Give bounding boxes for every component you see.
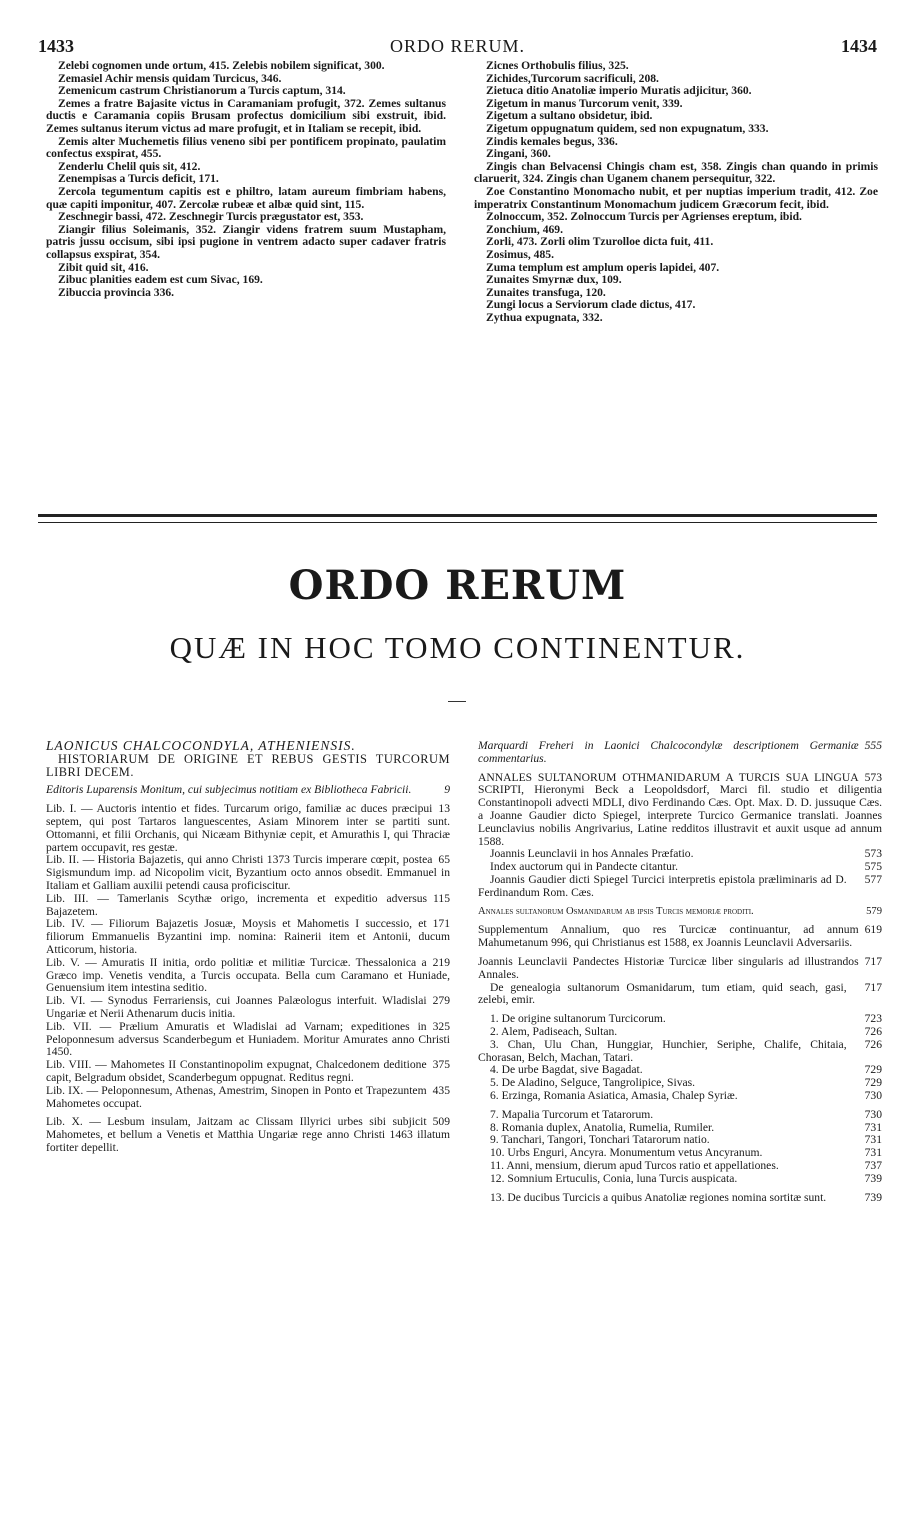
index-entry: Zythua expugnata, 332. [486, 310, 603, 324]
index-entry: Zuma templum est amplum operis lapidei, 407. [486, 260, 720, 274]
toc-entry [46, 753, 450, 779]
toc-page-number: 729 [864, 1063, 882, 1077]
toc-entry-text: ANNALES SULTANORUM OTHMANIDARUM A TURCIS SUA LINGUA SCRIPTI, Hieronymi Beck a Leopoldsdorf, Marci fil. studio et diligentia Constantinopoli advecti MDLI, divo Ferdinando Cæs. Opt. Max. D. D. jussuque Cæs. a Joanne Gaudier dicto Spiegel, interprete Turcico Germanice translati. Joannes Leunclavius nobilis Angrivarius, Latine redditos illustravit et auxit usque ad annum 1588. [478, 770, 882, 848]
running-title: ORDO RERUM. [389, 36, 525, 56]
toc-entry-text: 7. Mapalia Turcorum et Tatarorum. [490, 1107, 654, 1121]
toc-entry-text: Lib. VII. — Prælium Amuratis et Wladislai ad Varnam; expeditiones in Peloponnesum adversus Scanderbegum et Huniadem. Moritur Amurates anno Christi 1450. [46, 1019, 450, 1059]
toc-entry [46, 893, 450, 919]
index-entry: Zenempisas a Turcis deficit, 171. [58, 172, 219, 186]
toc-entry-text: HISTORIARUM DE ORIGINE ET REBUS GESTIS TURCORUM LIBRI DECEM. [46, 751, 450, 779]
toc-page-number: 731 [864, 1146, 882, 1160]
toc-entry [46, 854, 450, 892]
index-entry: Zosimus, 485. [486, 247, 554, 261]
toc-entry-text: 10. Urbs Enguri, Ancyra. Monumentum vetus Ancyranum. [490, 1146, 763, 1160]
toc-entry [478, 1173, 882, 1186]
toc-entry [478, 740, 882, 766]
toc-entry [46, 1059, 450, 1085]
index-entry: Ziangir filius Soleimanis, 352. Ziangir videns fratrem suum Mustapham, patris jussu occisum, sibi ipsi pugione in ventrem adacto super cadaver fratris collapsus exspirat, 354. [46, 222, 446, 261]
index-entry: Zingani, 360. [486, 147, 551, 161]
index-entry: Zunaites Smyrnæ dux, 109. [486, 273, 622, 287]
toc-entry [478, 924, 882, 950]
toc-entry-text: 3. Chan, Ulu Chan, Hunggiar, Hunchier, Seriphe, Chalife, Chitaia, Chorasan, Belch, Machan, Tatari. [478, 1037, 847, 1064]
toc-page-number: 739 [864, 1190, 882, 1204]
toc-entry [478, 874, 882, 900]
toc-entry-text: Lib. IX. — Peloponnesum, Athenas, Amestrim, Sinopen in Ponto et Trapezuntem Mahometes occupat. [46, 1083, 427, 1110]
toc-entry-text: Lib. VI. — Synodus Ferrariensis, cui Joannes Palæologus interfuit. Wladislai Ungariæ et Nerii Athenarum ducis initia. [46, 994, 427, 1020]
toc-page-number: 573 [864, 847, 882, 861]
toc-page-number: 723 [864, 1012, 882, 1026]
toc-column-left [46, 740, 450, 1155]
toc-page-number: 575 [864, 860, 882, 874]
toc-entry-text: Marquardi Freheri in Laonici Chalcocondylæ descriptionem Germaniæ commentarius. [478, 739, 859, 765]
toc-page-number: 279 [432, 994, 450, 1008]
toc-page-number: 717 [864, 954, 882, 968]
toc-entry-text: Lib. II. — Historia Bajazetis, qui anno Christi 1373 Turcis imperare cœpit, postea Sigismundum imp. ad Nicopolim vicit, Byzantium octo annos obsedit. Emmanuel in Italiam et Galliam auxilii petendi causa proficiscitur. [46, 853, 450, 892]
toc-entry-text: 1. De origine sultanorum Turcicorum. [490, 1012, 666, 1026]
index-entry: Zindis kemales begus, 336. [486, 134, 618, 148]
toc-page-number: 731 [864, 1120, 882, 1134]
index-entry: Zemasiel Achir mensis quidam Turcicus, 346. [58, 71, 282, 85]
index-entry: Zolnoccum, 352. Zolnoccum Turcis per Agrienses ereptum, ibid. [486, 210, 802, 224]
toc-entry-text: Index auctorum qui in Pandecte citantur. [490, 860, 679, 874]
index-entry: Zigetum a sultano obsidetur, ibid. [486, 109, 653, 123]
toc-entry-text: 2. Alem, Padiseach, Sultan. [490, 1024, 618, 1038]
toc-page-number: 325 [432, 1019, 450, 1033]
index-column-left [46, 60, 446, 299]
toc-entry [46, 918, 450, 956]
index-entry: Zichides,Turcorum sacrificuli, 208. [486, 71, 659, 85]
toc-page-number: 9 [444, 783, 450, 797]
toc-entry-text: Lib. V. — Amuratis II initia, ordo politiæ et militiæ Turcicæ. Thessalonica a Græco imp. Venetis vendita, a Turcis occupata. Bella cum Caramano et Huniade, Genuensium item intestina seditio. [46, 955, 450, 995]
index-entry: Zelebi cognomen unde ortum, 415. Zelebis nobilem significat, 300. [58, 59, 385, 72]
toc-page-number: 731 [864, 1133, 882, 1147]
toc-entry-text: 11. Anni, mensium, dierum apud Turcos ratio et appellationes. [490, 1158, 779, 1172]
toc-entry [478, 906, 882, 919]
toc-entry [46, 995, 450, 1021]
toc-page-number: 171 [432, 917, 450, 931]
toc-page-number: 730 [864, 1107, 882, 1121]
toc-entry-text: Supplementum Annalium, quo res Turcicæ continuantur, ad annum Mahumetanum 996, qui Christianus est 1588, ex Joannis Leunclavii Adversariis. [478, 923, 859, 950]
section-divider [38, 514, 877, 523]
toc-page-number: 509 [432, 1115, 450, 1129]
toc-page-number: 619 [864, 923, 882, 937]
toc-entry [478, 1192, 882, 1205]
toc-entry [46, 803, 450, 854]
toc-entry [478, 772, 882, 849]
toc-page-number: 577 [864, 872, 882, 886]
toc-entry-text: Joannis Leunclavii in hos Annales Præfatio. [490, 847, 694, 861]
index-entry: Zeschnegir bassi, 472. Zeschnegir Turcis prægustator est, 353. [58, 210, 364, 224]
toc-entry-text: Joannis Gaudier dicti Spiegel Turcici interpretis epistola præliminaris ad D. Ferdinandum Rom. Cæs. [478, 872, 847, 899]
toc-page-number: 737 [864, 1158, 882, 1172]
title-dash [448, 701, 466, 702]
index-entry: Zigetum in manus Turcorum venit, 339. [486, 96, 683, 110]
toc-page-number: 573 [864, 770, 882, 784]
index-entry: Zonchium, 469. [486, 222, 563, 236]
toc-entry-text: 8. Romania duplex, Anatolia, Rumelia, Rumiler. [490, 1120, 715, 1134]
toc-entry-text: Lib. X. — Lesbum insulam, Jaitzam ac Clissam Illyrici urbes sibi subjicit Mahometes, et bellum a Venetis et Matthia Ungariæ rege anno Christi 1463 illatum fortiter depellit. [46, 1115, 450, 1154]
toc-entry [478, 956, 882, 982]
toc-entry-text: 5. De Aladino, Selguce, Tangrolipice, Sivas. [490, 1076, 696, 1090]
toc-entry-text: 6. Erzinga, Romania Asiatica, Amasia, Chalep Syriæ. [490, 1088, 738, 1102]
index-entry: Zercola tegumentum capitis est e philtro, latam aureum fimbriam habens, quæ capiti imponitur, 407. Zercolæ rubeæ et albæ quid sint, 115. [46, 184, 446, 211]
toc-entry [478, 1039, 882, 1065]
index-entry: Zigetum oppugnatum quidem, sed non expugnatum, 333. [486, 121, 769, 135]
running-header [38, 36, 877, 56]
toc-page-number: 726 [864, 1037, 882, 1051]
toc-entry-text: Lib. VIII. — Mahometes II Constantinopolim expugnat, Chalcedonem deditione capit, Belgradum obsidet, Scanderbegum oppugnat. Reditus regni. [46, 1058, 427, 1084]
toc-page-number: 730 [864, 1088, 882, 1102]
toc-entry-text: Annales sultanorum Osmanidarum ab ipsis Turcis memoriæ proditi. [478, 905, 754, 917]
index-entry: Zoe Constantino Monomacho nubit, et per nuptias imperium tradit, 412. Zoe imperatrix Constantinum Monomachum judicem Græcorum fecit, ibid. [474, 184, 878, 211]
toc-page-number: 375 [432, 1058, 450, 1072]
toc-entry-text: 13. De ducibus Turcicis a quibus Anatoliæ regiones nomina sortitæ sunt. [490, 1190, 827, 1204]
toc-page-number: 555 [864, 739, 882, 752]
toc-page-number: 219 [432, 955, 450, 969]
toc-entry [46, 784, 450, 797]
toc-page-number: 726 [864, 1024, 882, 1038]
toc-page-number: 115 [433, 891, 450, 905]
toc-page-number: 739 [864, 1171, 882, 1185]
main-title: ORDO RERUM [288, 562, 627, 609]
toc-page-number: 13 [438, 802, 450, 816]
index-entry: Zenderlu Chelil quis sit, 412. [58, 159, 201, 173]
index-entry: Zorli, 473. Zorli olim Tzurolloe dicta fuit, 411. [486, 235, 714, 249]
toc-page-number: 729 [864, 1076, 882, 1090]
toc-entry-text: Lib. I. — Auctoris intentio et fides. Turcarum origo, familiæ ac duces præcipui septem, qui post Tartaros languescentes, Asiam Minorem inter se partiti sunt. Ottomanni, et filii Orchanis, qui Nicæam Bithyniæ cepit, et Amurathis I, qui Thraciæ partem occupavit, res gestæ. [46, 802, 450, 854]
toc-entry-text: De genealogia sultanorum Osmanidarum, tum etiam, quid seach, gasi, zelebi, emir. [478, 980, 847, 1007]
page-number-left: 1433 [38, 36, 74, 56]
index-entry: Zemenicum castrum Christianorum a Turcis captum, 314. [58, 84, 346, 98]
toc-entry [478, 982, 882, 1008]
toc-entry [46, 1116, 450, 1154]
toc-entry [46, 1085, 450, 1111]
sub-title: QUÆ IN HOC TOMO CONTINENTUR. [169, 630, 746, 665]
toc-entry-text: 4. De urbe Bagdat, sive Bagadat. [490, 1063, 643, 1077]
index-entry: Zungi locus a Serviorum clade dictus, 417. [486, 298, 696, 312]
page-number-right: 1434 [841, 36, 877, 56]
toc-entry-text: Editoris Luparensis Monitum, cui subjecimus notitiam ex Bibliotheca Fabricii. [46, 783, 412, 797]
index-entry: Zibuc planities eadem est cum Sivac, 169. [58, 273, 263, 287]
toc-entry-text: 12. Somnium Ertuculis, Conia, luna Turcis auspicata. [490, 1171, 738, 1185]
toc-entry-text: LAONICUS CHALCOCONDYLA, ATHENIENSIS. [46, 738, 356, 753]
toc-page-number: 579 [866, 905, 882, 917]
toc-page-number: 435 [432, 1083, 450, 1097]
toc-entry-text: Lib. III. — Tamerlanis Scythæ origo, incrementa et expeditio adversus Bajazetem. [46, 891, 428, 918]
index-entry: Zietuca ditio Anatoliæ imperio Muratis adjicitur, 360. [486, 84, 752, 98]
toc-entry [46, 1021, 450, 1059]
toc-entry [46, 957, 450, 995]
toc-entry [478, 1090, 882, 1103]
toc-entry-text: Joannis Leunclavii Pandectes Historiæ Turcicæ liber singularis ad illustrandos Annales. [478, 954, 859, 981]
index-column-right [474, 60, 878, 324]
index-entry: Zingis chan Belvacensi Chingis cham est, 358. Zingis chan quando in primis claruerit, 324. Zingis chan Uganem chanem persequitur, 322. [474, 159, 878, 186]
index-entry: Zibit quid sit, 416. [58, 260, 149, 274]
toc-page-number: 65 [438, 853, 450, 867]
toc-column-right [478, 740, 882, 1204]
toc-page-number: 717 [864, 980, 882, 994]
index-entry: Zibuccia provincia 336. [58, 285, 175, 299]
index-entry: Zemes a fratre Bajasite victus in Caramaniam profugit, 372. Zemes sultanus ductis e Caramania copiis Brusam profectus domicilium sibi exstruit, ibid. Zemes sultanus iterum victus ad mare profugit, et in Italiam se recepit, ibid. [46, 96, 446, 135]
index-entry: Zunaites transfuga, 120. [486, 285, 606, 299]
index-entry: Zemis alter Muchemetis filius veneno sibi per pontificem propinato, paulatim confectus exspirat, 455. [46, 134, 446, 161]
toc-entry-text: 9. Tanchari, Tangori, Tonchari Tatarorum natio. [490, 1133, 710, 1147]
toc-entry-text: Lib. IV. — Filiorum Bajazetis Josuæ, Moysis et Mahometis I successio, et filiorum Emmanuelis Byzantini imp. nomina: Rainerii item et Antonii, ducum Atticorum, historia. [46, 917, 450, 956]
index-entry: Zicnes Orthobulis filius, 325. [486, 59, 629, 72]
